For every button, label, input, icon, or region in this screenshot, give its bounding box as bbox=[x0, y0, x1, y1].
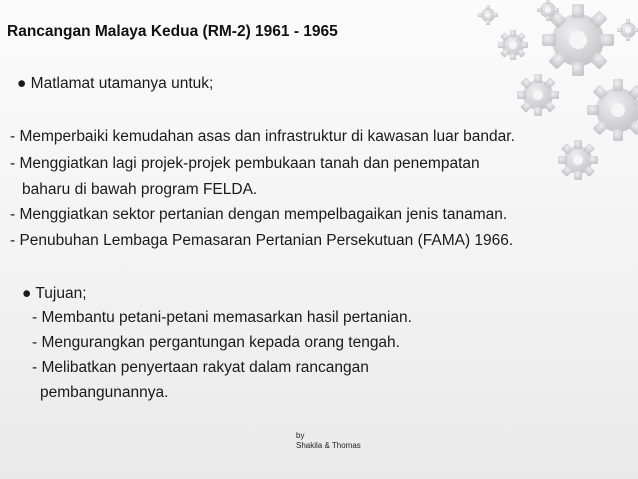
credit-names: Shakila & Thomas bbox=[296, 441, 361, 450]
goal-item: - Menggiatkan sektor pertanian dengan mempelbagaikan jenis tanaman. bbox=[10, 206, 508, 223]
goals-heading: ● Matlamat utamanya untuk; bbox=[17, 75, 214, 92]
goal-item: - Penubuhan Lembaga Pemasaran Pertanian Persekutuan (FAMA) 1966. bbox=[10, 232, 514, 249]
goal-item: - Memperbaiki kemudahan asas dan infrastruktur di kawasan luar bandar. bbox=[10, 128, 515, 145]
aim-item: - Membantu petani-petani memasarkan hasil pertanian. bbox=[32, 309, 412, 326]
slide-title: Rancangan Malaya Kedua (RM-2) 1961 - 1965 bbox=[7, 23, 338, 40]
goal-item-continuation: baharu di bawah program FELDA. bbox=[22, 181, 258, 198]
aims-heading: ● Tujuan; bbox=[22, 285, 87, 302]
aim-item-continuation: pembangunannya. bbox=[40, 384, 169, 401]
aim-item: - Melibatkan penyertaan rakyat dalam rancangan bbox=[32, 359, 369, 376]
credit-by: by bbox=[296, 431, 305, 440]
aim-item: - Mengurangkan pergantungan kepada orang tengah. bbox=[32, 334, 400, 351]
goal-item: - Menggiatkan lagi projek-projek pembukaan tanah dan penempatan bbox=[10, 155, 480, 172]
